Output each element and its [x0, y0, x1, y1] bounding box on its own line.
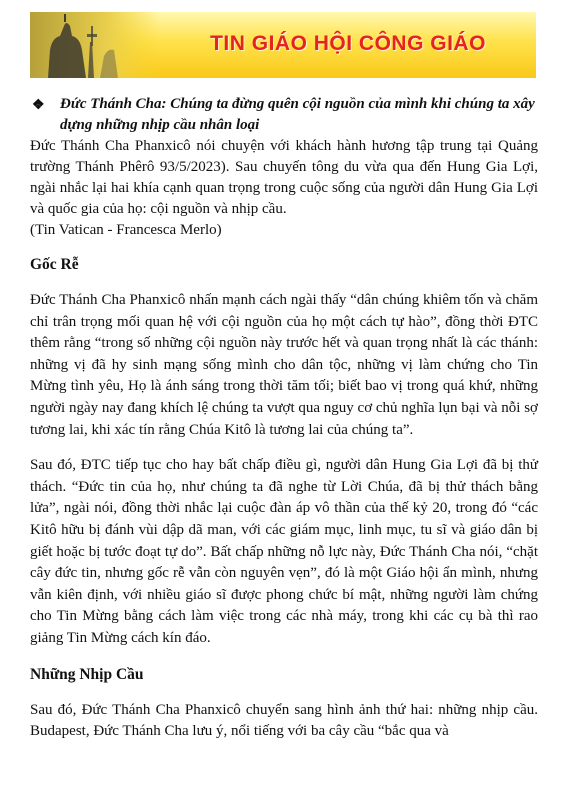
article-headline	[30, 94, 538, 136]
banner-title: TIN GIÁO HỘI CÔNG GIÁO	[210, 32, 486, 55]
header-banner	[30, 12, 536, 78]
section-heading-roots: Gốc Rễ	[30, 256, 79, 273]
section-heading-bridges: Những Nhịp Cầu	[30, 665, 144, 683]
pope-silhouette-icon	[30, 12, 160, 78]
intro-paragraph: Đức Thánh Cha Phanxicô nói chuyện với khách hành hương tập trung tại Quảng trường Thánh Phêrô 93/5/2023). Sau chuyến tông du vừa qua đến Hung Gia Lợi, ngài nhắc lại hai khía cạnh quan trọng trong cuộc sống của người dân Hung Gia Lợi và quốc gia của họ: cội nguồn và nhịp cầu.	[30, 138, 538, 217]
headline-text: Đức Thánh Cha: Chúng ta đừng quên cội nguồn của mình khi chúng ta xây dựng những nhịp cầu nhân loại	[60, 96, 535, 133]
article	[30, 94, 538, 743]
diamond-bullet-icon: ❖	[32, 98, 45, 113]
roots-paragraph-1: Đức Thánh Cha Phanxicô nhấn mạnh cách ngài thấy “dân chúng khiêm tốn và chăm chỉ trân trọng mối quan hệ với cội nguồn của họ một cách tự hào”, đồng thời ĐTC thêm rằng “trong số những cội nguồn này trước hết và quan trọng nhất là các thánh: những vị đã hy sinh mạng sống mình cho dân tộc, những vị làm chứng cho Tin Mừng tình yêu, Họ là ánh sáng trong thời tăm tối; biết bao vị trong quá khứ, những người ngày nay đang khích lệ chúng ta vượt qua nguy cơ chủ nghĩa lụn bại và nỗi sợ tương lai, khi xác tín rằng Chúa Kitô là tương lai của chúng ta”.	[30, 292, 538, 438]
roots-paragraph-2: Sau đó, ĐTC tiếp tục cho hay bất chấp điều gì, người dân Hung Gia Lợi đã bị thử thách. “Đức tin của họ, như chúng ta đã nghe từ Lời Chúa, đã bị thử thách bằng lửa”, ngài nói, đồng thời nhắc lại cuộc đàn áp vô thần của thế kỷ 20, trong đó “các Kitô hữu bị đánh vùi dập dã man, với các giám mục, linh mục, tu sĩ và giáo dân bị giết hoặc bị tước đoạt tự do”. Bất chấp những nỗ lực này, Đức Thánh Cha nói, “chặt cây đức tin, nhưng gốc rễ vẫn còn nguyên vẹn”, đó là một Giáo hội ẩn mình, nhưng vẫn kiên định, với nhiều giáo sĩ được phong chức bí mật, những người làm chứng cho Tin Mừng bằng cách làm việc trong các nhà máy, trong khi các cụ bà thì rao giảng Tin Mừng cách kín đáo.	[30, 457, 538, 646]
bridges-paragraph-1: Sau đó, Đức Thánh Cha Phanxicô chuyển sang hình ảnh thứ hai: những nhịp cầu. Budapest, Đức Thánh Cha lưu ý, nổi tiếng với ba cây cầu “bắc qua và	[30, 701, 538, 740]
source-credit: (Tin Vatican - Francesca Merlo)	[30, 222, 222, 238]
